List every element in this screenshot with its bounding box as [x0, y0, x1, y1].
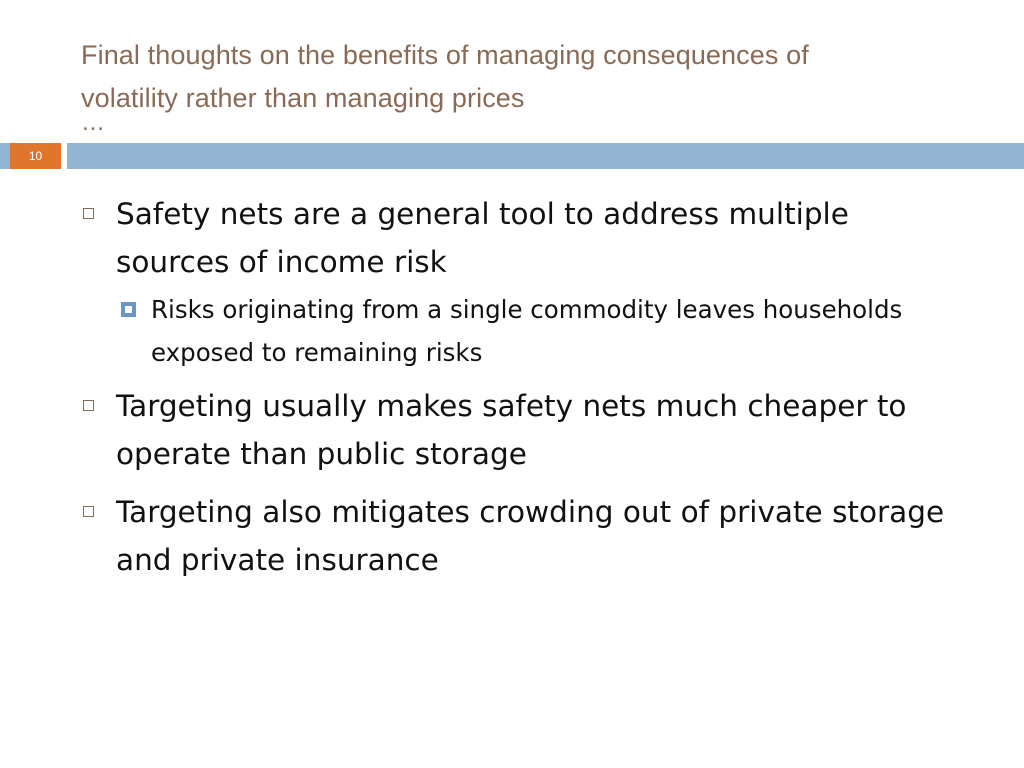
sub-bullet-text: Risks originating from a single commodity leaves households exposed to remaining risks — [151, 295, 903, 367]
bullet-text: Targeting also mitigates crowding out of private storage and private insurance — [116, 495, 945, 577]
header-band — [67, 143, 1024, 169]
title-line-1: Final thoughts on the benefits of managing consequences of — [81, 40, 809, 70]
bullet-item — [80, 190, 960, 286]
bullet-item — [80, 382, 960, 478]
title-ellipsis: … — [81, 109, 106, 136]
bullet-text: Safety nets are a general tool to address multiple sources of income risk — [116, 197, 849, 279]
square-bullet-icon — [83, 400, 94, 411]
title-line-2: volatility rather than managing prices — [81, 83, 525, 113]
square-bullet-icon — [83, 506, 94, 517]
filled-square-bullet-icon — [121, 302, 136, 317]
square-bullet-icon — [83, 208, 94, 219]
bullet-text: Targeting usually makes safety nets much cheaper to operate than public storage — [116, 389, 907, 471]
bullet-list — [80, 190, 960, 594]
slide-title — [81, 34, 981, 136]
slide-number: 10 — [10, 143, 61, 169]
sub-bullet-item — [80, 288, 960, 374]
header-band-left — [0, 143, 10, 169]
bullet-item — [80, 488, 960, 584]
